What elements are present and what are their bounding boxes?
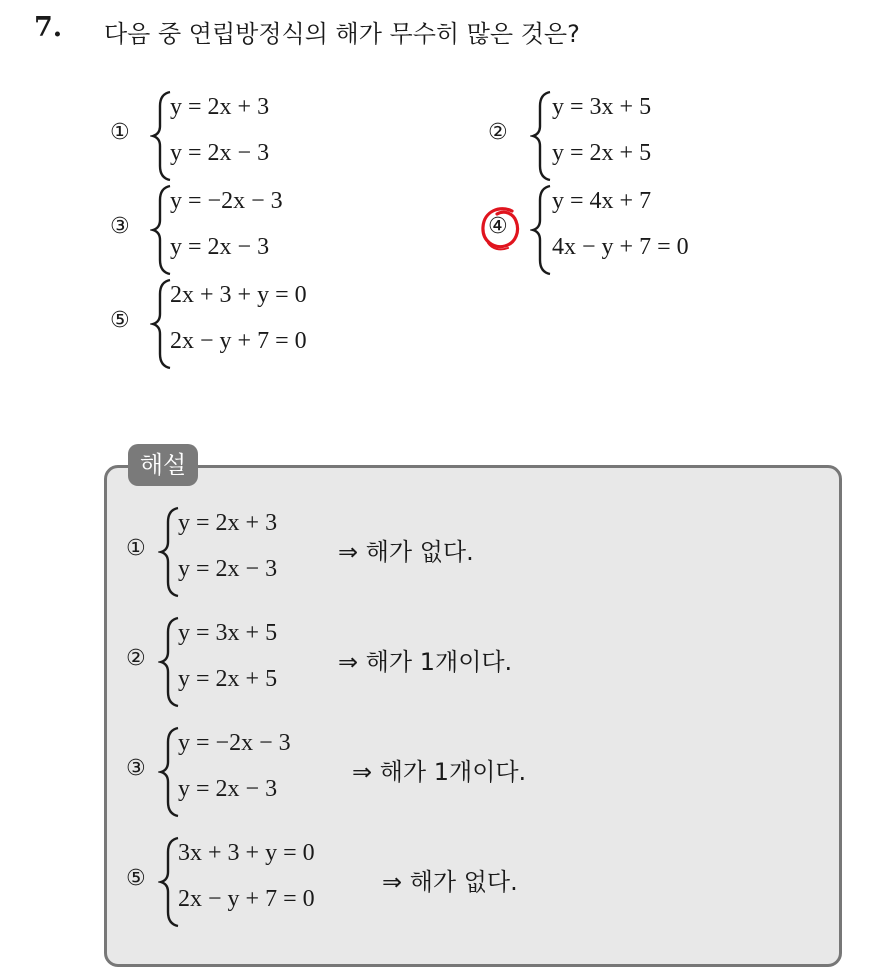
equation-1: y = −2x − 3 bbox=[170, 188, 283, 214]
option-2[interactable] bbox=[488, 90, 748, 182]
equation-1: y = 2x + 3 bbox=[178, 510, 278, 536]
solution-item-2 bbox=[126, 616, 826, 708]
equation-1: y = −2x − 3 bbox=[178, 730, 291, 756]
option-mark: ③ bbox=[110, 214, 130, 239]
solution-result: ⇒ 해가 1개이다. bbox=[352, 758, 527, 786]
answer-circle-icon bbox=[478, 203, 524, 253]
solution-mark: ① bbox=[126, 536, 146, 561]
solution-item-1 bbox=[126, 506, 826, 598]
solution-result: ⇒ 해가 없다. bbox=[382, 868, 518, 896]
equation-2: 4x − y + 7 = 0 bbox=[552, 234, 689, 260]
equation-2: y = 2x + 5 bbox=[552, 140, 652, 166]
solution-mark: ③ bbox=[126, 756, 146, 781]
equation-2: 2x − y + 7 = 0 bbox=[170, 328, 307, 354]
solution-item-5 bbox=[126, 836, 826, 928]
equation-1: y = 3x + 5 bbox=[552, 94, 652, 120]
option-mark: ② bbox=[488, 120, 508, 145]
option-1[interactable] bbox=[110, 90, 370, 182]
equation-1: y = 4x + 7 bbox=[552, 188, 652, 214]
question-text: 다음 중 연립방정식의 해가 무수히 많은 것은? bbox=[104, 20, 580, 48]
question-number: 7. bbox=[34, 12, 63, 43]
equation-1: 2x + 3 + y = 0 bbox=[170, 282, 307, 308]
equation-1: y = 3x + 5 bbox=[178, 620, 278, 646]
equation-1: 3x + 3 + y = 0 bbox=[178, 840, 315, 866]
equation-2: y = 2x − 3 bbox=[170, 234, 270, 260]
left-brace-icon bbox=[530, 90, 554, 182]
solution-mark: ⑤ bbox=[126, 866, 146, 891]
option-5[interactable] bbox=[110, 278, 410, 370]
equation-1: y = 2x + 3 bbox=[170, 94, 270, 120]
solution-mark: ② bbox=[126, 646, 146, 671]
left-brace-icon bbox=[530, 184, 554, 276]
option-mark: ④ bbox=[488, 214, 508, 239]
equation-2: y = 2x − 3 bbox=[170, 140, 270, 166]
option-4[interactable] bbox=[488, 184, 748, 276]
option-3[interactable] bbox=[110, 184, 370, 276]
equation-2: y = 2x + 5 bbox=[178, 666, 278, 692]
solution-result: ⇒ 해가 1개이다. bbox=[338, 648, 513, 676]
option-mark: ⑤ bbox=[110, 308, 130, 333]
equation-2: y = 2x − 3 bbox=[178, 556, 278, 582]
solution-label: 해설 bbox=[128, 444, 198, 486]
option-mark: ① bbox=[110, 120, 130, 145]
equation-2: 2x − y + 7 = 0 bbox=[178, 886, 315, 912]
solution-item-3 bbox=[126, 726, 826, 818]
solution-result: ⇒ 해가 없다. bbox=[338, 538, 474, 566]
equation-2: y = 2x − 3 bbox=[178, 776, 278, 802]
